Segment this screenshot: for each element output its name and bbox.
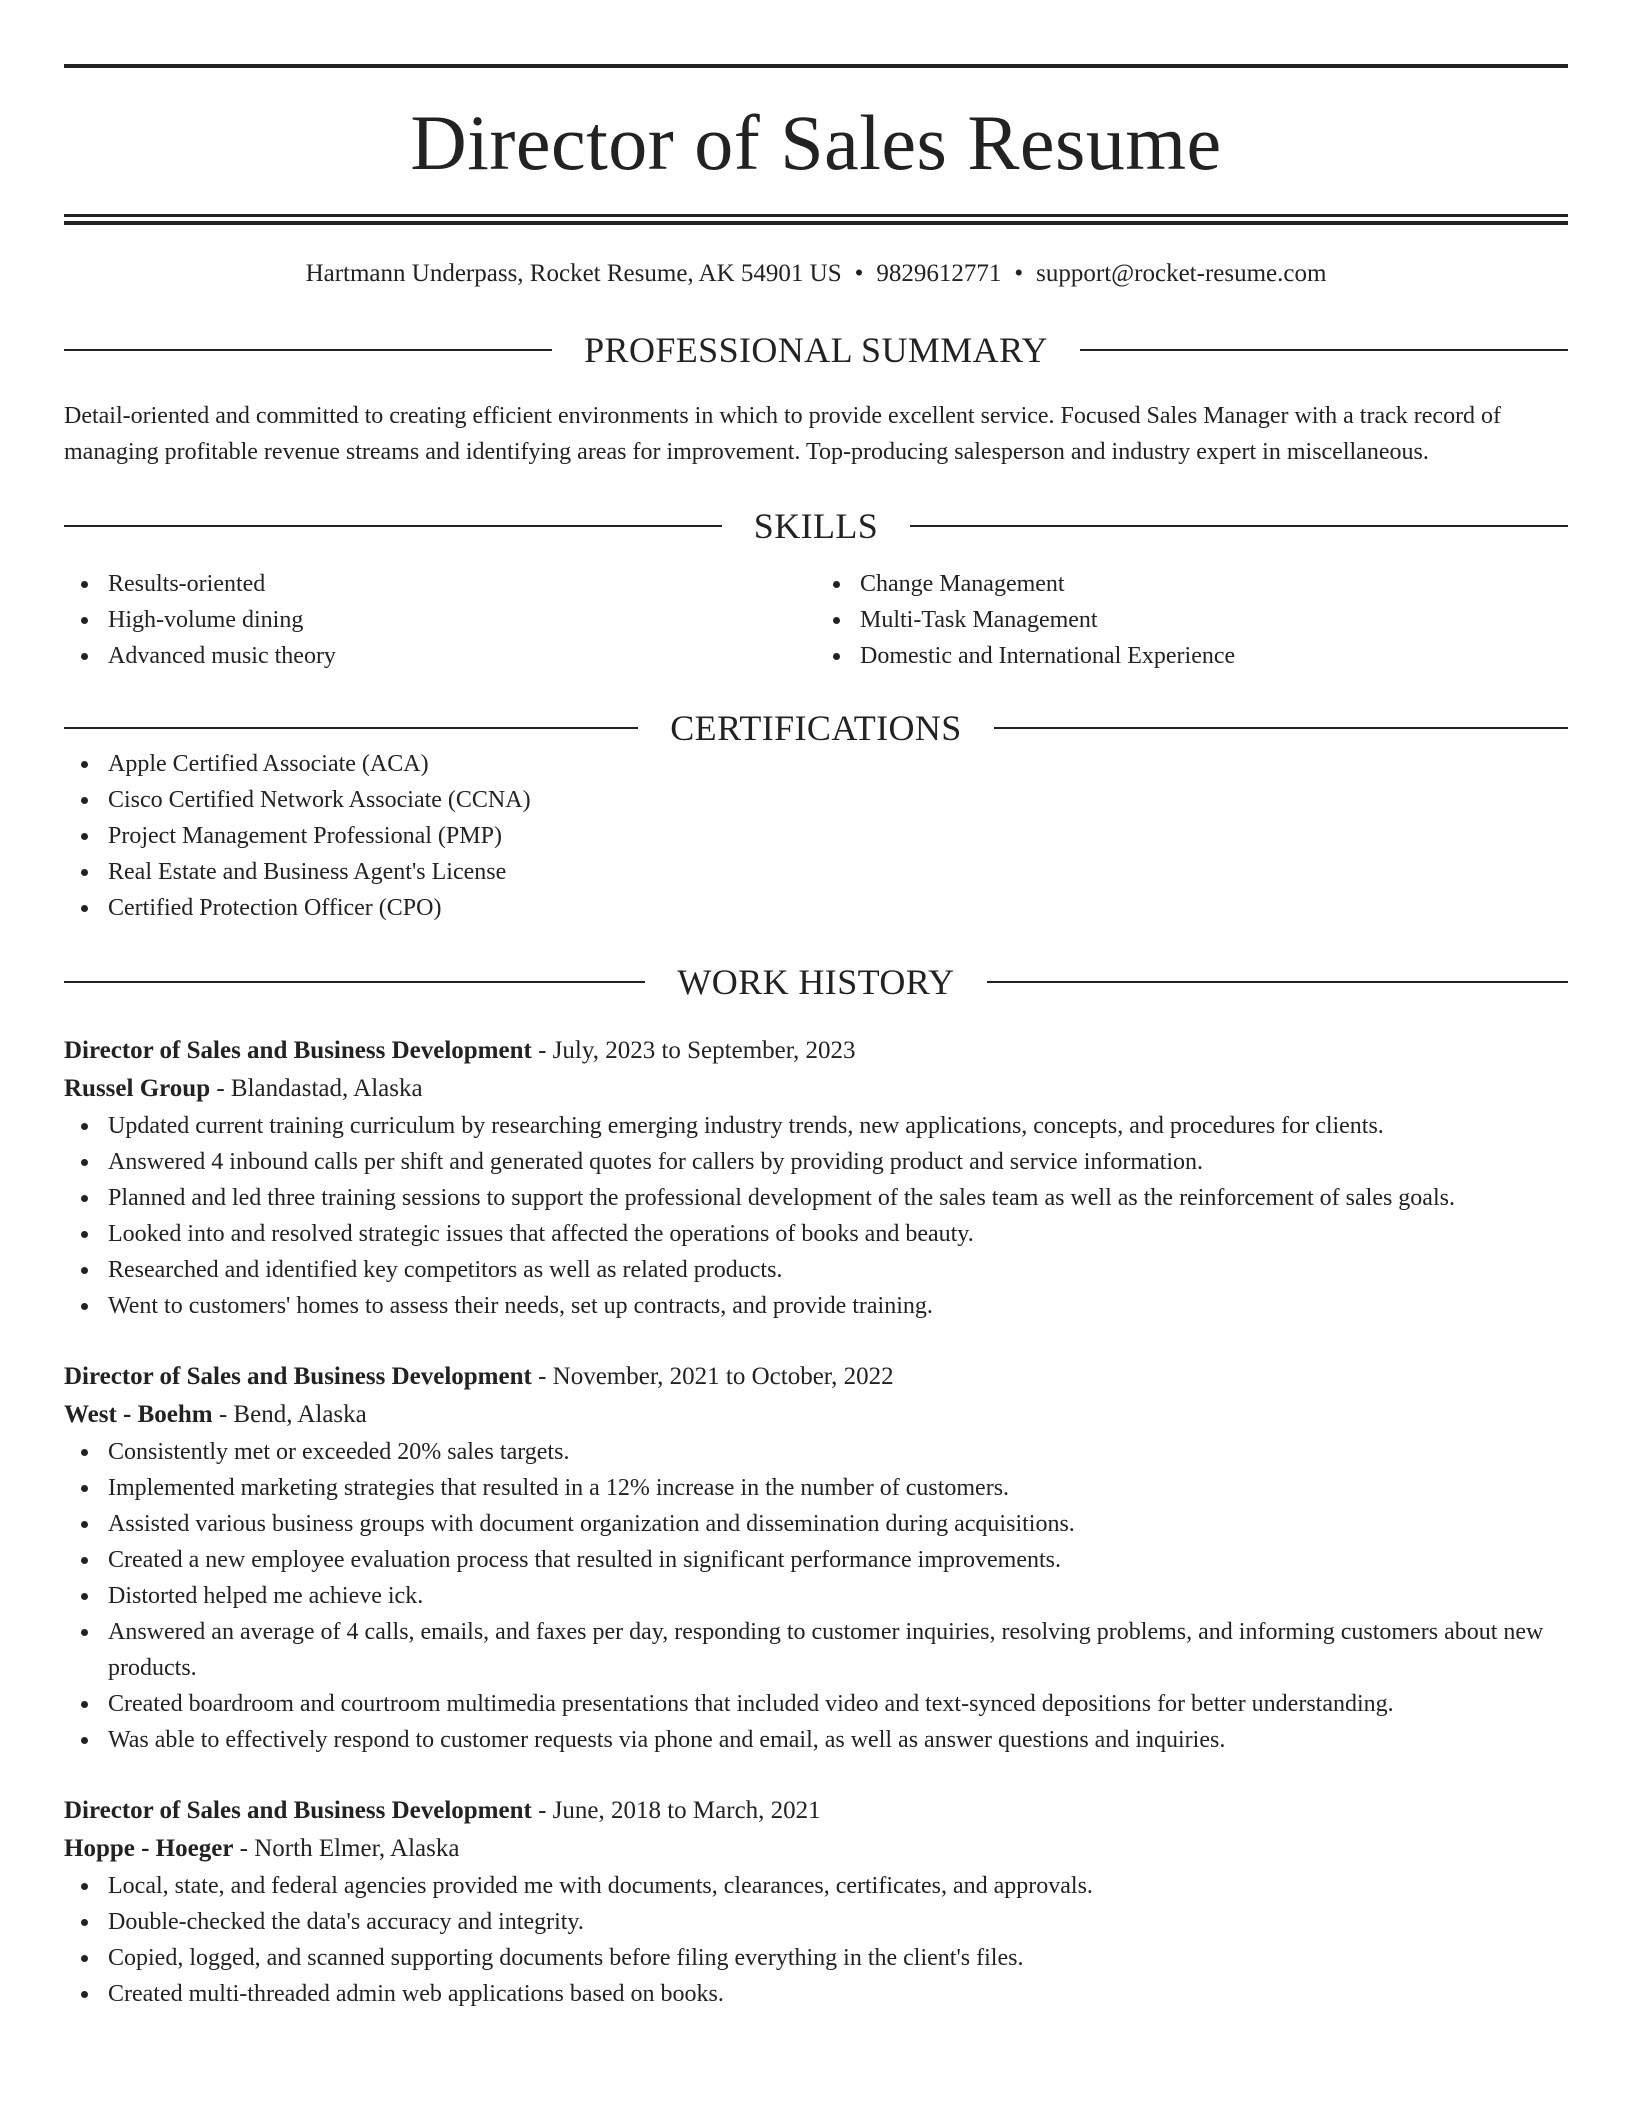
divider-line <box>987 981 1568 983</box>
job-duties-list <box>64 1868 1568 2012</box>
job-title: Director of Sales and Business Development <box>64 1363 532 1390</box>
job-location: - North Elmer, Alaska <box>233 1835 460 1862</box>
job-title: Director of Sales and Business Development <box>64 1797 532 1824</box>
job-location: - Bend, Alaska <box>212 1401 367 1428</box>
job-duty: Researched and identified key competitors as well as related products. <box>64 1252 1568 1288</box>
skill-item: Results-oriented <box>64 566 816 602</box>
certification-item: Apple Certified Associate (ACA) <box>64 746 1568 782</box>
job-duty: Implemented marketing strategies that resulted in a 12% increase in the number of customers. <box>64 1470 1568 1506</box>
job-entry <box>64 1358 1568 1758</box>
job-company-line <box>64 1830 1568 1868</box>
section-title: PROFESSIONAL SUMMARY <box>584 330 1048 370</box>
job-duty: Was able to effectively respond to customer requests via phone and email, as well as answer questions and inquiries. <box>64 1722 1568 1758</box>
certification-item: Project Management Professional (PMP) <box>64 818 1568 854</box>
job-duty: Created boardroom and courtroom multimedia presentations that included video and text-synced depositions for better understanding. <box>64 1686 1568 1722</box>
job-entry <box>64 1032 1568 1324</box>
job-company: West - Boehm <box>64 1401 213 1428</box>
job-duty: Local, state, and federal agencies provided me with documents, clearances, certificates, and approvals. <box>64 1868 1568 1904</box>
job-duty: Copied, logged, and scanned supporting documents before filing everything in the client's files. <box>64 1940 1568 1976</box>
skill-item: Advanced music theory <box>64 638 816 674</box>
job-duty: Planned and led three training sessions to support the professional development of the sales team as well as the reinforcement of sales goals. <box>64 1180 1568 1216</box>
job-duty: Updated current training curriculum by researching emerging industry trends, new applications, concepts, and procedures for clients. <box>64 1108 1568 1144</box>
job-duty: Answered 4 inbound calls per shift and generated quotes for callers by providing product and service information. <box>64 1144 1568 1180</box>
job-entry <box>64 1792 1568 2012</box>
certifications-list <box>64 746 1568 926</box>
job-dates: - June, 2018 to March, 2021 <box>531 1797 821 1824</box>
divider-line <box>64 525 722 527</box>
divider-line <box>64 981 645 983</box>
job-duty: Answered an average of 4 calls, emails, and faxes per day, responding to customer inquiries, resolving problems, and informing customers about new products. <box>64 1614 1568 1686</box>
summary-text: Detail-oriented and committed to creating efficient environments in which to provide excellent service. Focused Sales Manager with a track record of managing profitable revenue streams and identifying areas for improvement. Top-producing salesperson and industry expert in miscellaneous. <box>64 403 1502 465</box>
section-heading-skills <box>64 508 1568 544</box>
section-heading-certifications <box>64 710 1568 746</box>
job-title-line <box>64 1792 1568 1830</box>
section-title: SKILLS <box>753 506 879 546</box>
header-top-rule <box>64 64 1568 68</box>
skill-item: Multi-Task Management <box>816 602 1568 638</box>
skills-column-left <box>64 566 816 674</box>
skill-item: Domestic and International Experience <box>816 638 1568 674</box>
section-heading-summary <box>64 332 1568 368</box>
job-duty: Consistently met or exceeded 20% sales targets. <box>64 1434 1568 1470</box>
job-title: Director of Sales and Business Development <box>64 1037 532 1064</box>
job-company-line <box>64 1396 1568 1434</box>
job-company: Russel Group <box>64 1075 211 1102</box>
contact-address: Hartmann Underpass, Rocket Resume, AK 54901 US <box>305 260 842 287</box>
contact-separator: • <box>1014 260 1024 287</box>
job-title-line <box>64 1358 1568 1396</box>
section-heading-work-history <box>64 964 1568 1000</box>
job-duty: Created a new employee evaluation process that resulted in significant performance improvements. <box>64 1542 1568 1578</box>
skill-item: Change Management <box>816 566 1568 602</box>
job-duties-list <box>64 1434 1568 1758</box>
job-duty: Created multi-threaded admin web applications based on books. <box>64 1976 1568 2012</box>
page-title: Director of Sales Resume <box>410 99 1222 186</box>
job-dates: - July, 2023 to September, 2023 <box>531 1037 856 1064</box>
section-title: WORK HISTORY <box>677 962 955 1002</box>
divider-line <box>64 349 552 351</box>
job-duty: Went to customers' homes to assess their needs, set up contracts, and provide training. <box>64 1288 1568 1324</box>
skill-item: High-volume dining <box>64 602 816 638</box>
job-company-line <box>64 1070 1568 1108</box>
divider-line <box>910 525 1568 527</box>
header-double-rule <box>64 214 1568 225</box>
certification-item: Real Estate and Business Agent's License <box>64 854 1568 890</box>
divider-line <box>1080 349 1568 351</box>
divider-line <box>994 727 1568 729</box>
certification-item: Certified Protection Officer (CPO) <box>64 890 1568 926</box>
job-duty: Distorted helped me achieve ick. <box>64 1578 1568 1614</box>
certification-item: Cisco Certified Network Associate (CCNA) <box>64 782 1568 818</box>
job-location: - Blandastad, Alaska <box>210 1075 423 1102</box>
job-duty: Double-checked the data's accuracy and integrity. <box>64 1904 1568 1940</box>
job-dates: - November, 2021 to October, 2022 <box>531 1363 894 1390</box>
skills-column-right <box>816 566 1568 674</box>
contact-email: support@rocket-resume.com <box>1036 260 1327 287</box>
contact-separator: • <box>854 260 864 287</box>
job-duties-list <box>64 1108 1568 1324</box>
job-duty: Looked into and resolved strategic issues that affected the operations of books and beauty. <box>64 1216 1568 1252</box>
contact-phone: 9829612771 <box>876 260 1002 287</box>
skills-list <box>64 566 1568 674</box>
job-duty: Assisted various business groups with document organization and dissemination during acquisitions. <box>64 1506 1568 1542</box>
divider-line <box>64 727 638 729</box>
job-title-line <box>64 1032 1568 1070</box>
contact-line <box>64 261 1568 286</box>
job-company: Hoppe - Hoeger <box>64 1835 234 1862</box>
section-title: CERTIFICATIONS <box>670 708 962 748</box>
